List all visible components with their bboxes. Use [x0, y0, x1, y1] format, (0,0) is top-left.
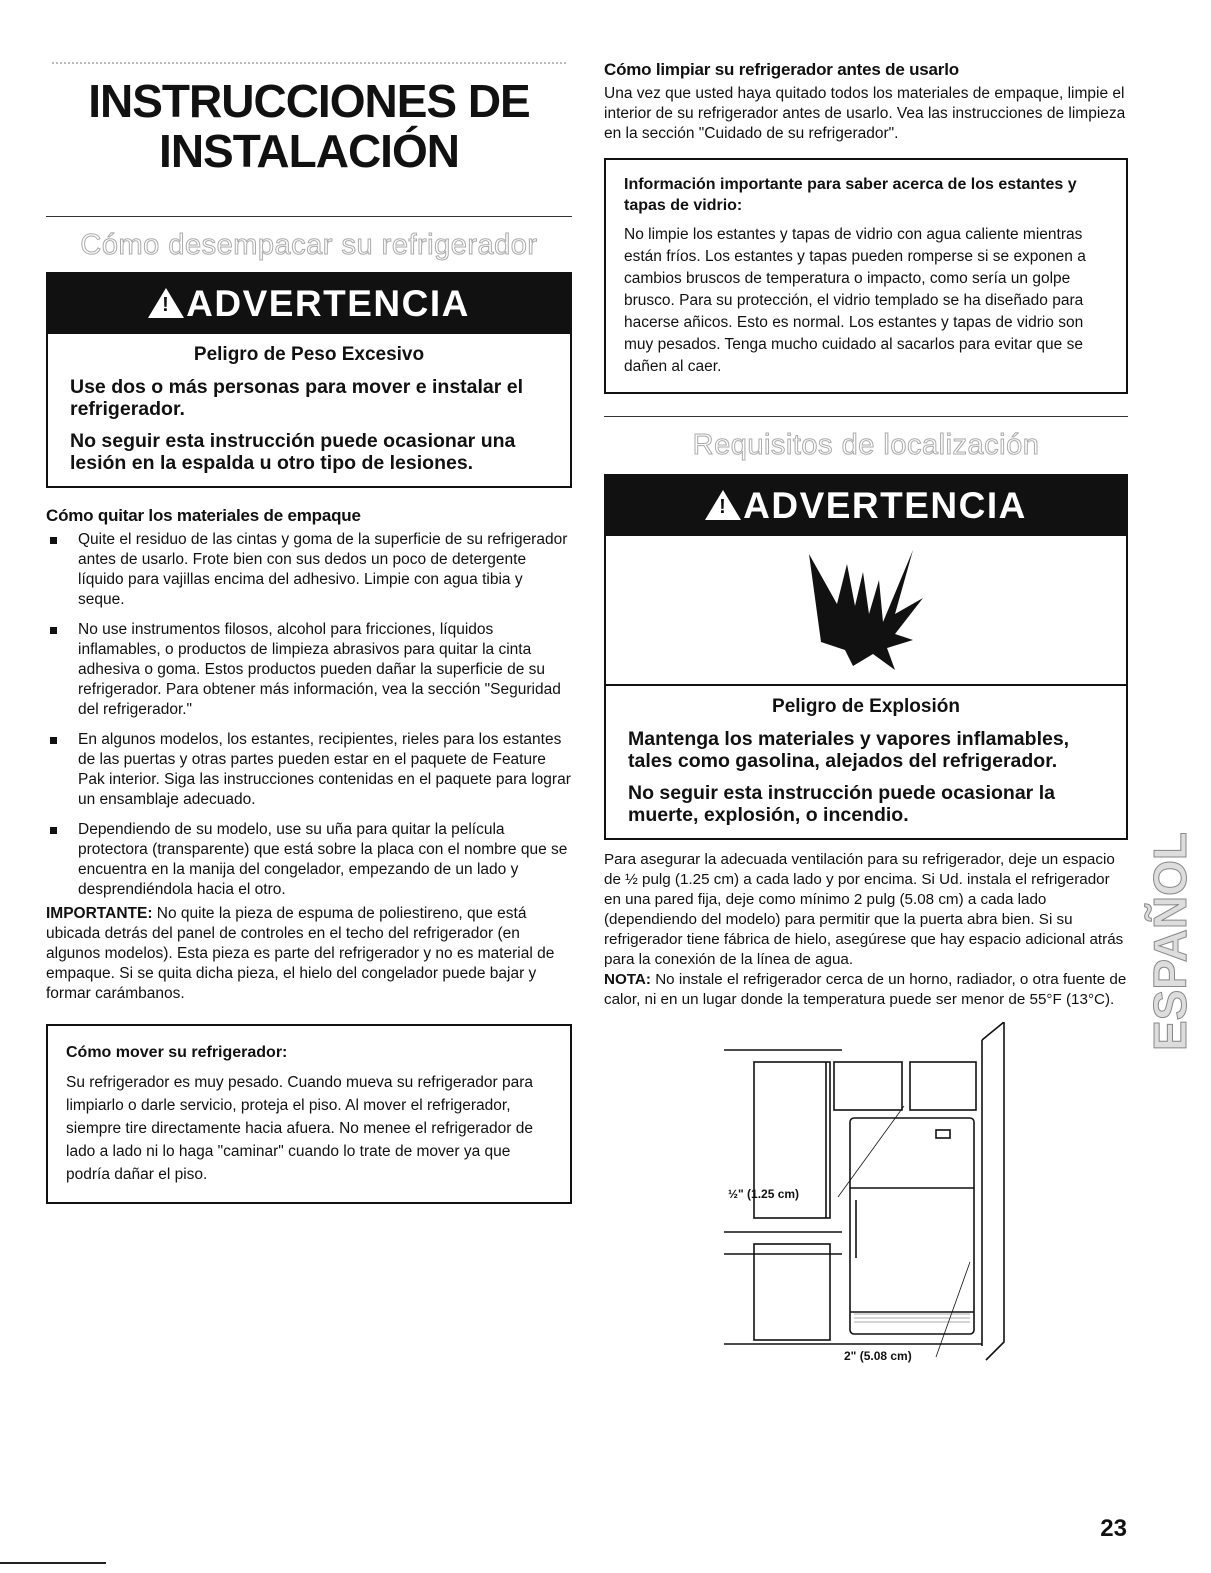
section-title-unpack: Cómo desempacar su refrigerador: [80, 229, 538, 261]
clearance-two-inch-label: 2" (5.08 cm): [844, 1349, 912, 1363]
left-column: [46, 62, 572, 1204]
section-title-location: Requisitos de localización: [692, 429, 1040, 461]
warning-body: [606, 684, 1126, 838]
right-column: [604, 60, 1128, 1372]
note-text: No instale el refrigerador cerca de un horno, radiador, o otra fuente de calor, ni en un lugar donde la temperatura puede ser menor de 55°F (13°C).: [604, 971, 1127, 1008]
glass-heading: Información importante para saber acerca de los estantes y tapas de vidrio:: [624, 176, 1077, 214]
warning-header: [48, 274, 570, 334]
warning-body: [48, 334, 570, 486]
remove-materials-heading: Cómo quitar los materiales de empaque: [46, 506, 361, 525]
section-rule: [604, 416, 1128, 417]
language-side-tab: [1142, 815, 1202, 1055]
title-line-1: INSTRUCCIONES DE: [88, 75, 530, 127]
warning-subtitle: Peligro de Peso Excesivo: [193, 344, 425, 365]
list-item: Dependiendo de su modelo, use su uña para quitar la película protectora (transparente) que está sobre la placa con el nombre que se encuentra en la manija del congelador, empezando de un lado y desprendiéndola hacia el otro.: [46, 820, 572, 900]
remove-materials-list: [46, 530, 572, 900]
warning-header: [606, 476, 1126, 536]
section-rule: [46, 216, 572, 217]
important-paragraph: [46, 904, 572, 1004]
important-label: IMPORTANTE:: [46, 905, 153, 922]
moving-heading: Cómo mover su refrigerador:: [66, 1044, 288, 1061]
list-item: En algunos modelos, los estantes, recipientes, rieles para los estantes de las puertas y otras partes pueden estar en el paquete de Feature Pak interior. Siga las instrucciones contenidas en el paquete para lograr un ensamblaje adecuado.: [46, 730, 572, 810]
warning-consequence: No seguir esta instrucción puede ocasionar la muerte, explosión, o incendio.: [628, 782, 1055, 826]
important-text: No quite la pieza de espuma de poliestireno, que está ubicada detrás del panel de controles en el techo del refrigerador (en algunos modelos). Esta pieza es parte del refrigerador y no es material de empaque. Si se quita dicha pieza, el hielo del congelador puede bajar y formar carámbanos.: [46, 905, 555, 1002]
clean-text: Una vez que usted haya quitado todos los materiales de empaque, limpie el interior de su refrigerador antes de usarlo. Vea las instrucciones de limpieza en la sección "Cuidado de su refrigerador".: [604, 85, 1126, 142]
top-dotted-rule: [52, 62, 566, 68]
clearance-half-inch-label: ½" (1.25 cm): [728, 1187, 800, 1201]
warning-instruction: Mantenga los materiales y vapores inflamables, tales como gasolina, alejados del refrigerador.: [628, 728, 1070, 772]
note-paragraph: [604, 970, 1128, 1010]
page-number: 23: [1100, 1515, 1127, 1542]
glass-info-box: [604, 158, 1128, 394]
warning-consequence: No seguir esta instrucción puede ocasionar una lesión en la espalda u otro tipo de lesiones.: [70, 430, 516, 474]
explosion-icon: [791, 542, 941, 672]
warning-instruction: Use dos o más personas para mover e instalar el refrigerador.: [70, 376, 524, 420]
warning-word: ADVERTENCIA: [743, 485, 1027, 526]
list-item: Quite el residuo de las cintas y goma de la superficie de su refrigerador antes de usarlo. Frote bien con sus dedos un poco de detergente líquido para vajillas encima del adhesivo. Limpie con agua tibia y seque.: [46, 530, 572, 610]
warning-box-weight: [46, 272, 572, 488]
page-title: [46, 76, 572, 176]
glass-text: No limpie los estantes y tapas de vidrio con agua caliente mientras están fríos. Los estantes y tapas pueden romperse si se exponen a cambios bruscos de temperatura o impacto, como sería un golpe brusco. Para su protección, el vidrio templado se ha diseñado para hacerse añicos. Esto es normal. Los estantes y tapas de vidrio son muy pesados. Tenga mucho cuidado al sacarlos para evitar que se dañen al caer.: [624, 226, 1086, 375]
warning-subtitle: Peligro de Explosión: [772, 696, 960, 717]
explosion-icon-area: [606, 536, 1126, 684]
note-label: NOTA:: [604, 971, 651, 988]
warning-word: ADVERTENCIA: [186, 283, 470, 324]
warning-box-explosion: [604, 474, 1128, 840]
warning-triangle-icon: [148, 288, 184, 318]
warning-triangle-icon: [705, 490, 741, 520]
moving-box: [46, 1024, 572, 1204]
moving-text: Su refrigerador es muy pesado. Cuando mueva su refrigerador para limpiarlo o darle servicio, proteja el piso. Al mover el refrigerador, siempre tire directamente hacia afuera. No menee el refrigerador de lado a lado ni lo haga "caminar" cuando lo trate de mover ya que podría dañar el piso.: [66, 1074, 533, 1183]
ventilation-text: Para asegurar la adecuada ventilación para su refrigerador, deje un espacio de ½ pulg (1.25 cm) a cada lado y por encima. Si Ud. instala el refrigerador en una pared fija, deje como mínimo 2 pulg (5.08 cm) a cada lado (dependiendo del modelo) para permitir que la puerta abra bien. Si su refrigerador tiene fábrica de hielo, asegúrese que hay espacio adicional atrás para la conexión de la línea de agua.: [604, 851, 1124, 968]
clean-heading: Cómo limpiar su refrigerador antes de usarlo: [604, 60, 959, 79]
list-item: No use instrumentos filosos, alcohol para fricciones, líquidos inflamables, o productos de limpieza abrasivos para quitar la cinta adhesiva o goma. Estos productos pueden dañar la superficie de su refrigerador. Para obtener más información, vea la sección "Seguridad del refrigerador.": [46, 620, 572, 720]
side-tab-text: ESPAÑOL: [1144, 832, 1196, 1051]
clearance-diagram: [714, 1022, 1134, 1372]
bottom-rule: [0, 1562, 106, 1564]
title-line-2: INSTALACIÓN: [159, 125, 459, 177]
